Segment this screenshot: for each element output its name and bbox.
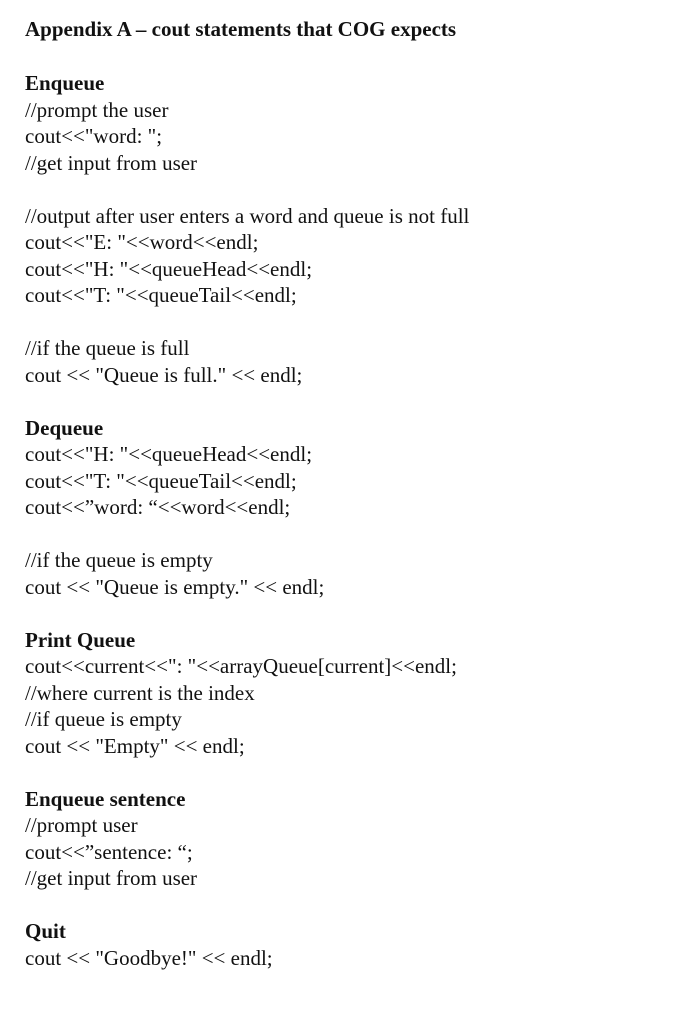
code-line: //prompt the user [25, 97, 169, 122]
code-line: cout<<"H: "<<queueHead<<endl; [25, 442, 313, 466]
section-spacer [25, 759, 669, 786]
code-line: cout<<"word: "; [25, 124, 163, 148]
section-heading-enqueue: Enqueue [25, 71, 105, 95]
code-line: //if queue is empty [25, 707, 182, 731]
section-heading-quit: Quit [25, 919, 66, 943]
section-dequeue [25, 415, 669, 601]
section-heading-print-queue: Print Queue [25, 627, 136, 652]
code-line: //if the queue is empty [25, 548, 213, 572]
section-spacer [25, 388, 669, 415]
code-line: cout<<”sentence: “; [25, 839, 193, 864]
code-line: cout<<current<<": "<<arrayQueue[current]<<endl; [25, 654, 457, 678]
code-line: cout << "Goodbye!" << endl; [25, 945, 273, 970]
code-line: //if the queue is full [25, 336, 190, 360]
code-line: //output after user enters a word and queue is not full [25, 203, 470, 228]
code-line: cout << "Empty" << endl; [25, 733, 245, 758]
code-line: cout<<"E: "<<word<<endl; [25, 230, 259, 254]
code-line: //get input from user [25, 866, 198, 890]
section-spacer [25, 600, 669, 627]
section-enqueue-sentence [25, 786, 669, 892]
section-spacer [25, 892, 669, 919]
blank-line [25, 176, 669, 203]
code-line: cout << "Queue is empty." << endl; [25, 574, 325, 599]
section-quit [25, 918, 669, 971]
code-line: cout<<"T: "<<queueTail<<endl; [25, 283, 297, 307]
blank-line [25, 521, 669, 548]
code-line: //prompt user [25, 813, 138, 837]
code-line: cout<<"H: "<<queueHead<<endl; [25, 256, 313, 281]
appendix-document [25, 13, 669, 971]
section-print-queue [25, 627, 669, 760]
code-line: cout << "Queue is full." << endl; [25, 362, 303, 387]
section-heading-enqueue-sentence: Enqueue sentence [25, 786, 186, 811]
page-title: Appendix A – cout statements that COG expects [25, 17, 457, 41]
blank-line [25, 309, 669, 336]
code-line: //get input from user [25, 150, 198, 175]
code-line: //where current is the index [25, 680, 255, 705]
section-enqueue [25, 70, 669, 388]
section-heading-dequeue: Dequeue [25, 415, 104, 440]
code-line: cout<<"T: "<<queueTail<<endl; [25, 468, 297, 493]
code-line: cout<<”word: “<<word<<endl; [25, 495, 291, 519]
